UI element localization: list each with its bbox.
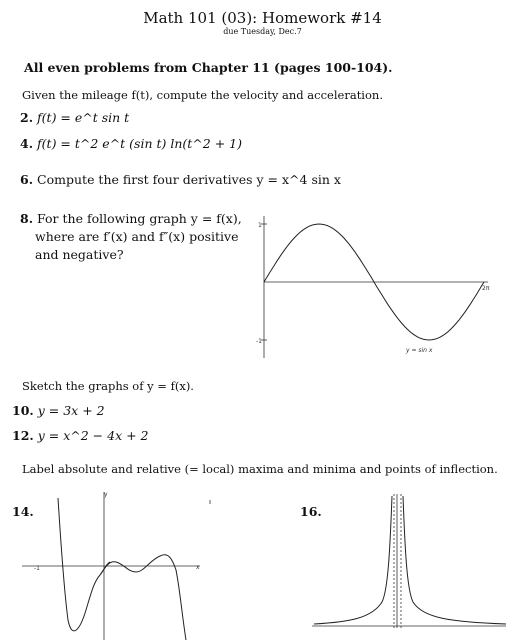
sine-graph-tick-top: 1 <box>258 222 262 229</box>
problem-2-number: 2. <box>20 110 34 125</box>
problem-6-number: 6. <box>20 172 34 187</box>
problem-4 <box>20 136 242 151</box>
problem-8-line1: For the following graph y = f(x), <box>37 211 242 226</box>
problem-10 <box>12 403 105 418</box>
intro-line: All even problems from Chapter 11 (pages 100-104). <box>24 60 393 75</box>
problem-12 <box>12 428 149 443</box>
problem-2-expression: f(t) = e^t sin t <box>37 110 130 125</box>
due-date: due Tuesday, Dec.7 <box>223 27 302 36</box>
sine-graph-tick-right: 2π <box>482 285 490 292</box>
problem-8-line2: where are f′(x) and f″(x) positive <box>35 229 239 244</box>
p14-curve <box>58 498 186 640</box>
p14-tick-left: -1 <box>34 565 40 572</box>
section2-instruction: Sketch the graphs of y = f(x). <box>22 379 194 393</box>
problem-8 <box>20 211 242 226</box>
problem-14-graph <box>20 490 220 640</box>
page-title: Math 101 (03): Homework #14 <box>143 9 382 27</box>
sine-graph <box>258 210 488 360</box>
problem-6 <box>20 172 341 187</box>
problem-10-number: 10. <box>12 403 34 418</box>
problem-12-expression: y = x^2 − 4x + 2 <box>37 428 149 443</box>
problem-8-line3: and negative? <box>35 247 124 262</box>
section1-instruction: Given the mileage f(t), compute the velocity and acceleration. <box>22 88 383 102</box>
section3-instruction: Label absolute and relative (= local) maxima and minima and points of inflection. <box>22 462 498 476</box>
problem-14-number: 14. <box>12 504 34 519</box>
problem-4-number: 4. <box>20 136 34 151</box>
problem-16-graph <box>310 490 510 640</box>
problem-6-text: Compute the first four derivatives y = x^4 sin x <box>37 172 341 187</box>
problem-10-expression: y = 3x + 2 <box>37 403 105 418</box>
problem-4-expression: f(t) = t^2 e^t (sin t) ln(t^2 + 1) <box>37 136 242 151</box>
sine-graph-tick-bottom: -1 <box>256 338 262 345</box>
sine-graph-caption: y = sin x <box>406 347 433 354</box>
p14-x-label: x <box>196 564 200 571</box>
problem-2 <box>20 110 129 125</box>
problem-8-number: 8. <box>20 211 34 226</box>
p16-curve <box>314 496 506 624</box>
problem-12-number: 12. <box>12 428 34 443</box>
problem-16-number: 16. <box>300 504 322 519</box>
p14-y-label: y <box>104 491 108 498</box>
